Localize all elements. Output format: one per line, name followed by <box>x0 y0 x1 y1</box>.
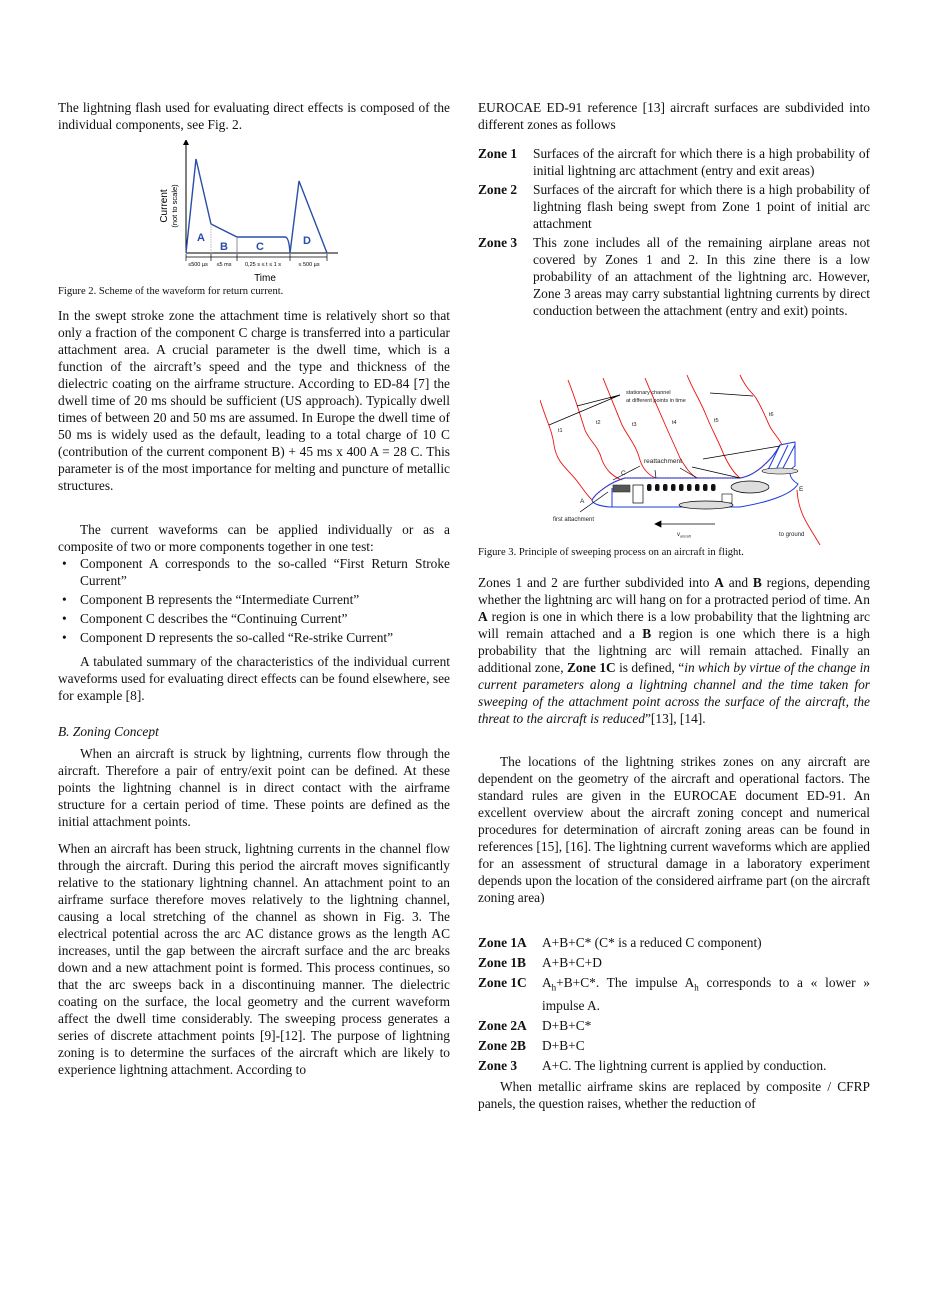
figure-2-caption: Figure 2. Scheme of the waveform for return current. <box>58 286 284 297</box>
zone-text: This zone includes all of the remaining airplane areas not covered by Zones 1 and 2. In this zine there is a low probability of an attachment of the lightning arc. However, Zone 3 areas may carry substantial lightning currents by direct conduction between the attachment (entry and exit) points. <box>533 235 870 318</box>
label-t2: t2 <box>596 420 601 426</box>
paragraph-intro: The lightning flash used for evaluating direct effects is composed of the individual components, see Fig. 2. <box>58 100 450 132</box>
zone-2-definition <box>478 181 870 232</box>
zone-test-row: Zone 2A D+B+C* <box>478 1017 592 1033</box>
waveform-diagram <box>150 140 340 285</box>
list-item: • Component C describes the “Continuing Current” <box>58 610 450 627</box>
wing <box>679 501 733 509</box>
zone-test-list <box>478 934 870 1075</box>
region-b-label: B <box>220 241 228 253</box>
cabin-windows <box>647 484 716 491</box>
zone-test-row: Zone 1B A+B+C+D <box>478 955 602 970</box>
duration-d: ≤ 500 µs <box>298 262 320 268</box>
paragraph-summary: A tabulated summary of the characteristics of the individual current waveforms used for evaluating direct effects can be found elsewhere, see for example [8]. <box>58 654 450 703</box>
figure-3 <box>540 370 830 545</box>
zone-3-definition <box>478 234 870 319</box>
duration-c: 0,25 s ≤ t ≤ 1 s <box>245 262 281 268</box>
zone-test-row: Zone 1A A+B+C* (C* is a reduced C component) <box>478 935 762 950</box>
list-item: • Component A corresponds to the so-called “First Return Stroke Current” <box>58 555 450 589</box>
figure-2 <box>150 140 340 285</box>
tailplane <box>762 468 798 474</box>
zone-test-row: Zone 1C $A_h+B+C*$. The impulse $A_h$ corresponds to a « lower » impulse A. <box>478 975 870 1013</box>
label-t5: t5 <box>714 418 719 424</box>
section-heading: B. Zoning Concept <box>58 724 159 739</box>
cockpit-window <box>613 485 630 492</box>
zone-test-row: Zone 2B D+B+C <box>478 1037 585 1053</box>
paragraph-dwell-time: In the swept stroke zone the attachment time is relatively short so that only a fraction of the component C charge is transferred into a particular attachment area. A crucial parameter is the dwell time, which is a function of the aircraft’s speed and the type and thickness of the dielectric coating on the airframe structure. According to ED-84 [7] the dwell time of 20 ms should be sufficient (US approach). Typically dwell times of between 20 and 50 ms are assumed. In Europe the dwell time of 50 ms is widely used as the default, leading to a total charge of 10 C (contribution of the current component B) + 45 ms x 400 A = 28 C. This parameter is of the most importance for melting and puncture of metallic structures. <box>58 308 450 493</box>
y-axis-label: Current <box>159 189 170 223</box>
paragraph-waveforms: The current waveforms can be applied individually or as a composite of two or more components together in one test: <box>58 522 450 554</box>
zone-definitions <box>478 145 870 320</box>
label-point-e: E <box>799 486 804 493</box>
list-item: • Component D represents the so-called “Re-strike Current” <box>58 629 450 646</box>
label-t4: t4 <box>672 420 677 426</box>
component-list <box>58 555 450 646</box>
label-different-points: at different points in time <box>626 398 686 404</box>
list-item: • Component B represents the “Intermediate Current” <box>58 591 450 608</box>
label-t3: t3 <box>632 422 637 428</box>
x-axis-label: Time <box>254 273 276 284</box>
paragraph-subdivision: Zones 1 and 2 are further subdivided into A and B regions, depending whether the lightning arc will hang on for a protracted period of time. An A region is one in which there is a low probability that the lightning arc will remain attached and a B region is one which there is a high probability that the lightning arc will remain attached. Finally an additional zone, Zone 1C is defined, “in which by virtue of the change in current parameters along a lightning channel and the time taken for sweeping of the attachment point across the surface of the aircraft, the threat to the aircraft is reduced”[13], [14]. <box>478 575 871 726</box>
paragraph-struck: When an aircraft is struck by lightning, currents flow through the aircraft. Therefore a pair of entry/exit point can be defined. At these points the lightning channel is in direct contact with the airframe structure for a certain period of time. These points are defined as the initial attachment points. <box>58 746 450 829</box>
door <box>633 485 643 503</box>
zone-text: Surfaces of the aircraft for which there is a high probability of lightning flash being swept from Zone 1 point of initial arc attachment <box>533 182 870 231</box>
label-t6: t6 <box>769 412 774 418</box>
figure-3-caption: Figure 3. Principle of sweeping process on an aircraft in flight. <box>478 547 744 558</box>
region-d-label: D <box>303 235 311 247</box>
zone-label: Zone 2 <box>478 182 518 197</box>
engine <box>731 481 769 493</box>
label-first-attachment: first attachment <box>553 517 595 523</box>
zone-1-definition <box>478 145 870 179</box>
label-t1: t1 <box>558 428 563 434</box>
y-axis-sublabel: (not to scale) <box>170 184 179 228</box>
label-reattachment: reattachment <box>644 458 682 465</box>
region-a-label: A <box>197 232 205 244</box>
zone-text: Surfaces of the aircraft for which there is a high probability of initial lightning arc attachment (entry and exit areas) <box>533 146 870 178</box>
duration-a: ≤500 µs <box>188 262 208 268</box>
label-point-c: C <box>621 470 626 477</box>
sweeping-diagram <box>540 370 830 545</box>
label-velocity: $v_{aircraft}$ <box>677 532 691 539</box>
paragraph-locations: The locations of the lightning strikes zones on any aircraft are dependent on the geometry of the aircraft and operational factors. The standard rules are given in the EUROCAE document ED-91. An excellent overview about the aircraft zoning concept and numerical procedures for determination of aircraft zoning areas can be found in references [15], [16]. The lightning current waveforms which are applied for an assessment of structural damage in a laboratory experiment depends upon the location of the considered airframe part (on the aircraft zoning area) <box>478 754 870 905</box>
paragraph-sweeping: When an aircraft has been struck, lightning currents in the channel flow through the aircraft. During this period the aircraft moves significantly relative to the stationary lightning channel. An attachment point to an airframe surface therefore moves relatively to the lightning channel, causing a local stretching of the channel as shown in Fig. 3. The electrical potential across the arc AC distance grows as the length AC increases, until the gap between the aircraft surface and the arc breaks down and a new attachment point is formed. This process continues, so that the arc sweeps back in a discontinuing manner. The dielectric coating on the surface, the local geometry and the current waveform affect the dwell time considerably. The sweeping process generates a series of discrete attachment points [9]-[12]. The purpose of lightning zoning is to determine the surfaces of the aircraft which are likely to experience lightning attachment. According to <box>58 841 450 1077</box>
label-to-ground: to ground <box>779 532 805 538</box>
zone-label: Zone 1 <box>478 146 518 161</box>
duration-b: ≤5 ms <box>216 262 232 268</box>
paragraph-eurocae: EUROCAE ED-91 reference [13] aircraft surfaces are subdivided into different zones as follows <box>478 100 870 132</box>
label-stationary-channel: stationary channel <box>626 390 671 396</box>
paragraph-composite: When metallic airframe skins are replaced by composite / CFRP panels, the question raises, whether the reduction of <box>478 1079 870 1111</box>
zone-label: Zone 3 <box>478 235 518 250</box>
label-point-a: A <box>580 498 585 505</box>
zone-test-row: Zone 3 A+C. The lightning current is applied by conduction. <box>478 1057 827 1073</box>
region-c-label: C <box>256 241 264 253</box>
